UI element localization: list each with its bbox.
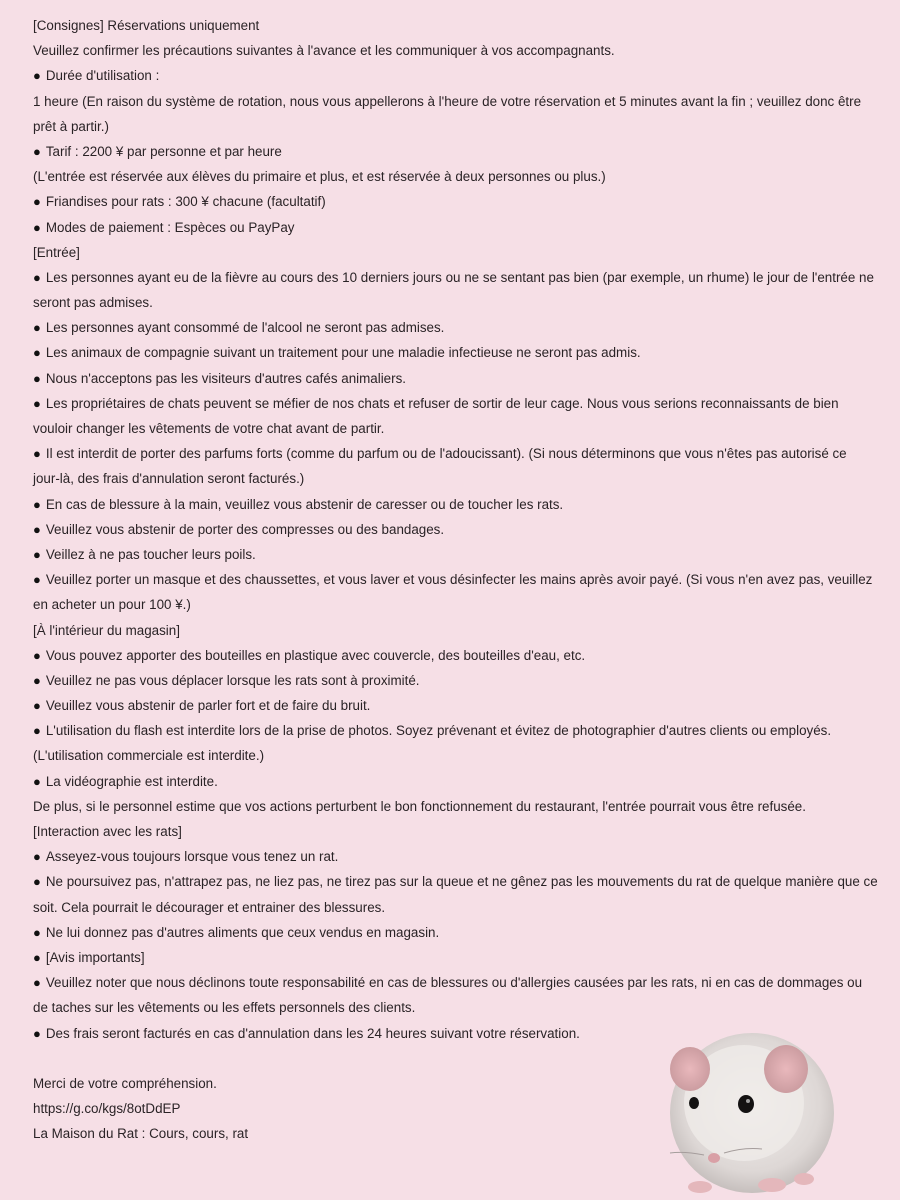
- body-text: en acheter un pour 100 ¥.): [33, 597, 191, 613]
- shop-signature: La Maison du Rat : Cours, cours, rat: [33, 1126, 249, 1142]
- intro-text: Veuillez confirmer les précautions suivantes à l'avance et les communiquer à vos accompagnants.: [33, 43, 615, 59]
- body-text: jour-là, des frais d'annulation seront facturés.): [33, 471, 305, 487]
- section-heading-entree: [Entrée]: [33, 244, 80, 260]
- list-item: ● Veuillez porter un masque et des chaussettes, et vous laver et vous désinfecter les mains après avoir payé. (Si vous n'en avez pas, veuillez: [33, 567, 859, 592]
- list-item: ● Veuillez vous abstenir de parler fort et de faire du bruit.: [33, 693, 859, 718]
- list-item: ● Nous n'acceptons pas les visiteurs d'autres cafés animaliers.: [33, 366, 859, 391]
- section-heading-magasin: [À l'intérieur du magasin]: [33, 622, 180, 638]
- body-text: De plus, si le personnel estime que vos actions perturbent le bon fonctionnement du restaurant, l'entrée pourrait vous être refusée.: [33, 798, 806, 814]
- list-item: ● Modes de paiement : Espèces ou PayPay: [33, 215, 859, 240]
- list-item: ● Vous pouvez apporter des bouteilles en plastique avec couvercle, des bouteilles d'eau, etc.: [33, 643, 859, 668]
- list-item: ● Ne poursuivez pas, n'attrapez pas, ne liez pas, ne tirez pas sur la queue et ne gênez pas les mouvements du rat de quelque manière que ce: [33, 869, 859, 894]
- body-text: vouloir changer les vêtements de votre chat avant de partir.: [33, 421, 385, 436]
- list-item: ● Les personnes ayant consommé de l'alcool ne seront pas admises.: [33, 315, 859, 340]
- thanks-text: Merci de votre compréhension.: [33, 1075, 217, 1091]
- rat-photo-icon: [664, 1003, 840, 1199]
- section-heading-avis: ● [Avis importants]: [33, 945, 859, 970]
- notice-document: [33, 13, 878, 1146]
- body-text: (L'utilisation commerciale est interdite.): [33, 748, 265, 764]
- list-item: ● Des frais seront facturés en cas d'annulation dans les 24 heures suivant votre réservation.: [33, 1021, 859, 1046]
- list-item: ● Veuillez noter que nous déclinons toute responsabilité en cas de blessures ou d'allergies causées par les rats, ni en cas de dommages ou: [33, 970, 859, 995]
- body-text: 1 heure (En raison du système de rotation, nous vous appellerons à l'heure de votre réservation et 5 minutes avant la fin ; veuillez donc être: [33, 93, 862, 109]
- list-item: ● Friandises pour rats : 300 ¥ chacune (facultatif): [33, 189, 859, 214]
- list-item: ● Les propriétaires de chats peuvent se méfier de nos chats et refuser de sortir de leur cage. Nous vous serions reconnaissants de bien: [33, 391, 859, 416]
- list-item: ● Tarif : 2200 ¥ par personne et par heure: [33, 139, 859, 164]
- list-item: ● Veuillez vous abstenir de porter des compresses ou des bandages.: [33, 517, 859, 542]
- list-item: ● Ne lui donnez pas d'autres aliments que ceux vendus en magasin.: [33, 920, 859, 945]
- list-item: ● En cas de blessure à la main, veuillez vous abstenir de caresser ou de toucher les rats.: [33, 492, 859, 517]
- list-item: ● L'utilisation du flash est interdite lors de la prise de photos. Soyez prévenant et évitez de photographier d'autres clients ou employés.: [33, 718, 859, 743]
- body-text: de taches sur les vêtements ou les effets personnels des clients.: [33, 1000, 416, 1016]
- body-text: prêt à partir.): [33, 118, 109, 134]
- list-item: ● La vidéographie est interdite.: [33, 769, 859, 794]
- list-item: ● Veillez à ne pas toucher leurs poils.: [33, 542, 859, 567]
- doc-title: [Consignes] Réservations uniquement: [33, 18, 260, 33]
- body-text: soit. Cela pourrait le décourager et entrainer des blessures.: [33, 899, 386, 915]
- list-item: ● Les personnes ayant eu de la fièvre au cours des 10 derniers jours ou ne se sentant pas bien (par exemple, un rhume) le jour de l'entrée ne: [33, 265, 859, 290]
- list-item: ● Asseyez-vous toujours lorsque vous tenez un rat.: [33, 844, 859, 869]
- body-text: seront pas admises.: [33, 295, 153, 311]
- map-link[interactable]: https://g.co/kgs/8otDdEP: [33, 1101, 181, 1117]
- list-item: ● Veuillez ne pas vous déplacer lorsque les rats sont à proximité.: [33, 668, 859, 693]
- list-item: ● Durée d'utilisation :: [33, 63, 859, 88]
- list-item: ● Il est interdit de porter des parfums forts (comme du parfum ou de l'adoucissant). (Si nous déterminons que vous n'êtes pas autorisé ce: [33, 441, 859, 466]
- section-heading-interaction: [Interaction avec les rats]: [33, 824, 182, 839]
- body-text: (L'entrée est réservée aux élèves du primaire et plus, et est réservée à deux personnes ou plus.): [33, 169, 606, 185]
- list-item: ● Les animaux de compagnie suivant un traitement pour une maladie infectieuse ne seront pas admis.: [33, 340, 859, 365]
